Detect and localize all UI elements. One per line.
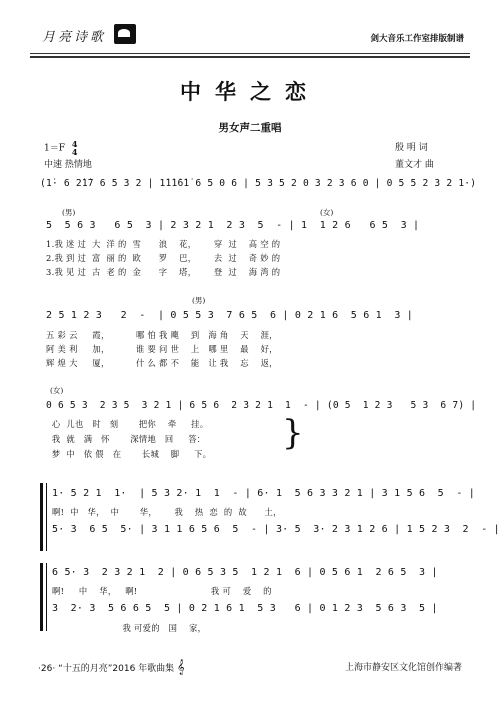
song-title: 中华之恋 (180, 79, 320, 104)
page-number: ·26· (38, 664, 56, 674)
system3-notes: 0 6 5 3 2 3 5 3 2 1 | 6 5 6 2 3 2 1 1 - | (0 5 1 2 3 5 3 6 7) | (46, 400, 477, 411)
system4-bracket (40, 483, 43, 551)
header-rule (30, 53, 470, 54)
time-top: 4 (71, 139, 78, 149)
header-logo: 月亮诗歌 (42, 30, 107, 45)
system3-lyric-1: 心 儿也 时 刻 把你 牵 挂。 (46, 419, 209, 429)
system2-lyric-3: 辉 煌 大 厦， 什 么 都 不 能 让 我 忘 返， (46, 358, 278, 368)
female-tag: (女) (320, 208, 334, 217)
system5-top-lyrics: 啊! 中 华， 啊! 我 可 爱 的 (52, 586, 272, 596)
system2-lyric-2: 阿 美 利 加， 谁 要 问 世 上 哪 里 最 好， (46, 344, 278, 354)
song-subtitle: 男女声二重唱 (218, 122, 282, 134)
studio-credit: 剑大音乐工作室排版制谱 (370, 34, 464, 44)
verse-brace: } (282, 413, 304, 453)
system2-notes: 2 5 1 2 3 2 - | 0 5 5 3 7 6 5 6 | 0 2 1 6 5 6 1 3 | (46, 310, 414, 321)
header-rule-thick (30, 56, 470, 58)
treble-clef-icon: 𝄞 (177, 660, 185, 675)
female-tag-2: (女) (50, 386, 64, 395)
system5-bracket (40, 563, 43, 631)
time-signature (72, 140, 78, 156)
system4-top-notes: 1· 5 2 1 1· | 5 3 2· 1 1 - | 6· 1 5 6 3 3 2 1 | 3 1 5 6 5 - | (52, 488, 475, 499)
moon-logo-icon (114, 24, 136, 44)
system4-barline (46, 483, 47, 551)
system3-lyric-2: 我 就 满 怀 深情地 回 答： (46, 434, 206, 444)
system1-notes: 5 5 6 3 6 5 3 | 2 3 2 1 2 3 5 - | 1 1 2 6 6 5 3 | (46, 220, 420, 231)
tempo-marking: 中速 热情地 (44, 160, 92, 170)
system5-bottom-lyrics: 我 可爱的 国 家， (52, 623, 207, 633)
system1-lyric-3: 3.我 见 过 古 老 的 金 字 塔， 登 过 海 湾 的 (46, 267, 281, 277)
time-bottom: 4 (71, 147, 78, 157)
system5-top-notes: 6 5· 3 2 3 2 1 2 | 0 6 5 3 5 1 2 1 6 | 0 5 6 1 2 6 5 3 | (52, 567, 438, 578)
system4-bottom-notes: 5· 3 6 5 5· | 3 1 1 6 5 6 5 - | 3· 5 3· 2 3 1 2 6 | 1 5 2 3 2 - | (52, 524, 500, 535)
system5-bottom-notes: 3 2· 3 5 6 6 5 5 | 0 2 1 6 1 5 3 6 | 0 1 2 3 5 6 3 5 | (52, 603, 438, 614)
publisher: 上海市静安区文化馆创作编著 (344, 663, 462, 673)
system2-lyric-1: 五 彩 云 霞， 哪 怕 我 飑 到 海 角 天 涯， (46, 330, 278, 340)
system1-lyric-1: 1.我 迷 过 大 洋 的 雪 浪 花， 穿 过 高 空 的 (46, 239, 281, 249)
system3-lyric-3: 梦 中 依 偎 在 长城 脚 下。 (46, 449, 212, 459)
system5-barline (46, 563, 47, 631)
lyricist: 殷 明 词 (395, 143, 428, 153)
composer: 董文才 曲 (395, 160, 434, 170)
male-tag-2: (男) (192, 296, 206, 305)
book-title: “十五的月亮”2016 年歌曲集 (58, 664, 175, 674)
footer-left (38, 660, 185, 675)
male-tag: (男) (62, 208, 76, 217)
intro-notes: (1̇· 6 2̇1̇7 6 5 3 2 | 1̇1̇1̇6̇1̇ 6 5 0 6 | 5 3 5 2 0 3 2 3 6 0 | 0 5 5 2 3 2 1·) (40, 178, 477, 189)
key-signature (44, 140, 77, 156)
system1-lyric-2: 2.我 到 过 富 丽 的 欧 罗 巴， 去 过 奇 妙 的 (46, 253, 281, 263)
key-text: 1＝F (44, 143, 65, 154)
system4-top-lyrics: 啊! 中 华， 中 华， 我 热 恋 的 故 土， (52, 507, 282, 517)
